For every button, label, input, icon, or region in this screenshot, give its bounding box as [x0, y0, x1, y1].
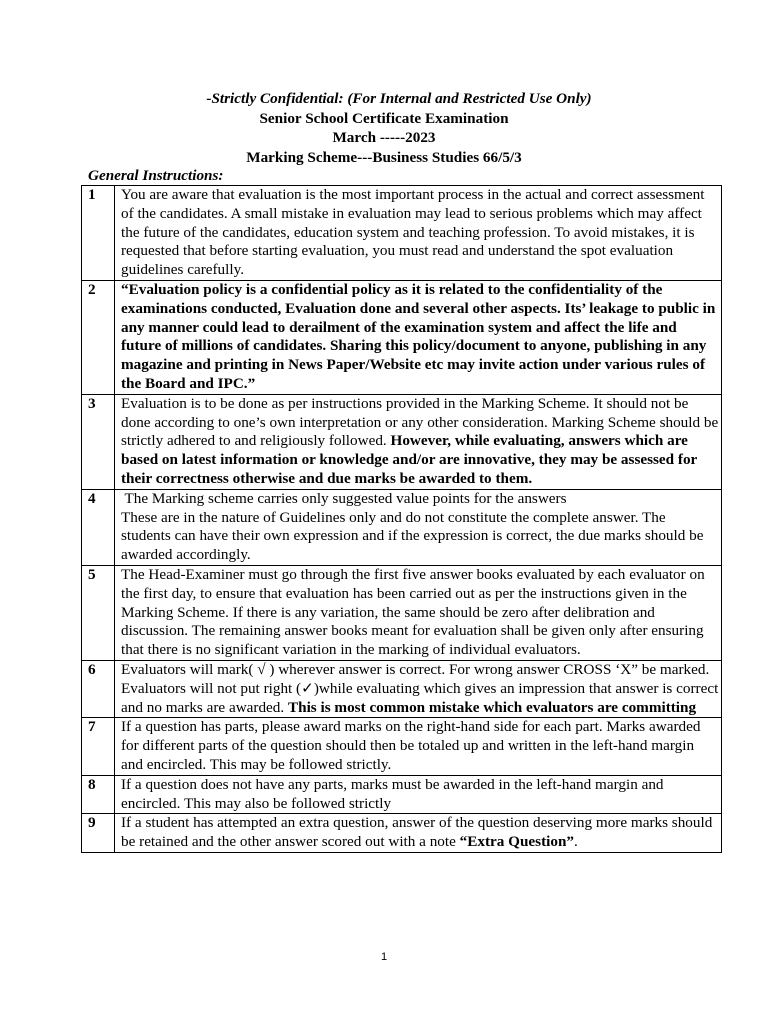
- exam-title: Senior School Certificate Examination: [259, 109, 509, 127]
- instruction-text: [115, 565, 722, 660]
- table-row: [82, 394, 722, 489]
- instruction-text: [115, 814, 722, 853]
- table-row: [82, 775, 722, 814]
- instruction-text-plain: If a question has parts, please award marks on the right-hand side for each part. Marks awarded for different parts of the question should then be totaled up and written in the left-hand margin and encircled. This may be followed strictly.: [121, 718, 701, 773]
- instruction-text: [115, 660, 722, 717]
- document-header: [0, 89, 768, 167]
- marking-scheme-title: Marking Scheme---Business Studies 66/5/3: [246, 148, 522, 166]
- instruction-text-plain: You are aware that evaluation is the most important process in the actual and correct assessment of the candidates. A small mistake in evaluation may lead to serious problems which may affect the future of the candidates, education system and teaching profession. To avoid mistakes, it is requested that before starting evaluation, you must read and understand the spot evaluation guidelines carefully.: [121, 186, 705, 279]
- instruction-text-bold: “Extra Question”: [459, 833, 574, 851]
- instructions-table: [81, 185, 722, 853]
- instruction-text-plain: If a question does not have any parts, marks must be awarded in the left-hand margin and encircled. This may also be followed strictly: [121, 775, 664, 812]
- instruction-text-bold: However, while evaluating, answers which are based on latest information or knowledge and/or are innovative, they may be assessed for their correctness otherwise and due marks be awarded to them.: [121, 432, 698, 487]
- instruction-text-plain: The Head-Examiner must go through the first five answer books evaluated by each evaluator on the first day, to ensure that evaluation has been carried out as per the instructions given in the Marking Scheme. If there is any variation, the same should be zero after delibration and discussion. The remaining answer books meant for evaluation shall be given only after ensuring that there is no significant variation in the marking of individual evaluators.: [121, 565, 705, 659]
- table-row: [82, 718, 722, 775]
- page-number: 1: [380, 951, 388, 963]
- instruction-number: 5: [82, 565, 115, 660]
- instruction-number: 6: [82, 660, 115, 717]
- instruction-text-plain: Evaluators will mark( √ ) wherever answer is correct. For wrong answer CROSS ‘X” be marked. Evaluators will not put right (✓)while evaluating which gives an impression that answer is correct and no marks are awarded.: [121, 660, 719, 716]
- instruction-text: [115, 775, 722, 814]
- table-row: [82, 186, 722, 281]
- instruction-text: [115, 394, 722, 489]
- instruction-text-bold: This is most common mistake which evaluators are committing: [288, 698, 697, 716]
- general-instructions-heading: General Instructions:: [88, 167, 224, 184]
- instruction-text-plain: If a student has attempted an extra question, answer of the question deserving more marks should be retained and the other answer scored out with a note: [121, 814, 713, 851]
- instruction-number: 1: [82, 186, 115, 281]
- instruction-text-plain: Evaluation is to be done as per instructions provided in the Marking Scheme. It should not be done according to one’s own interpretation or any other consideration. Marking Scheme should be strictly adhered to and religiously followed.: [121, 394, 719, 450]
- confidential-notice: -Strictly Confidential: (For Internal and Restricted Use Only): [206, 90, 592, 107]
- instruction-number: 2: [82, 280, 115, 394]
- instruction-number: 8: [82, 775, 115, 814]
- instruction-text: [115, 280, 722, 394]
- instruction-number: 7: [82, 718, 115, 775]
- instruction-number: 4: [82, 489, 115, 565]
- instruction-text: [115, 489, 722, 565]
- instruction-text-trailing: .: [574, 833, 578, 851]
- instruction-number: 3: [82, 394, 115, 489]
- instruction-text: [115, 718, 722, 775]
- table-row: [82, 489, 722, 565]
- table-row: [82, 565, 722, 660]
- table-row: [82, 280, 722, 394]
- exam-date: March -----2023: [332, 129, 436, 146]
- table-row: [82, 814, 722, 853]
- instruction-text: [115, 186, 722, 281]
- instruction-text-plain: These are in the nature of Guidelines only and do not constitute the complete answer. The students can have their own expression and if the expression is correct, the due marks should be awarded accordingly.: [121, 508, 704, 564]
- instruction-text-first-line: The Marking scheme carries only suggested value points for the answers: [121, 489, 567, 507]
- instruction-text-bold: “Evaluation policy is a confidential policy as it is related to the confidentiality of the examinations conducted, Evaluation done and several other aspects. Its’ leakage to public in any manner could lead to derailment of the examination system and affect the life and future of millions of candidates. Sharing this policy/document to anyone, publishing in any magazine and printing in News Paper/Website etc may invite action under various rules of the Board and IPC.”: [121, 280, 716, 392]
- instruction-number: 9: [82, 814, 115, 853]
- table-row: [82, 660, 722, 717]
